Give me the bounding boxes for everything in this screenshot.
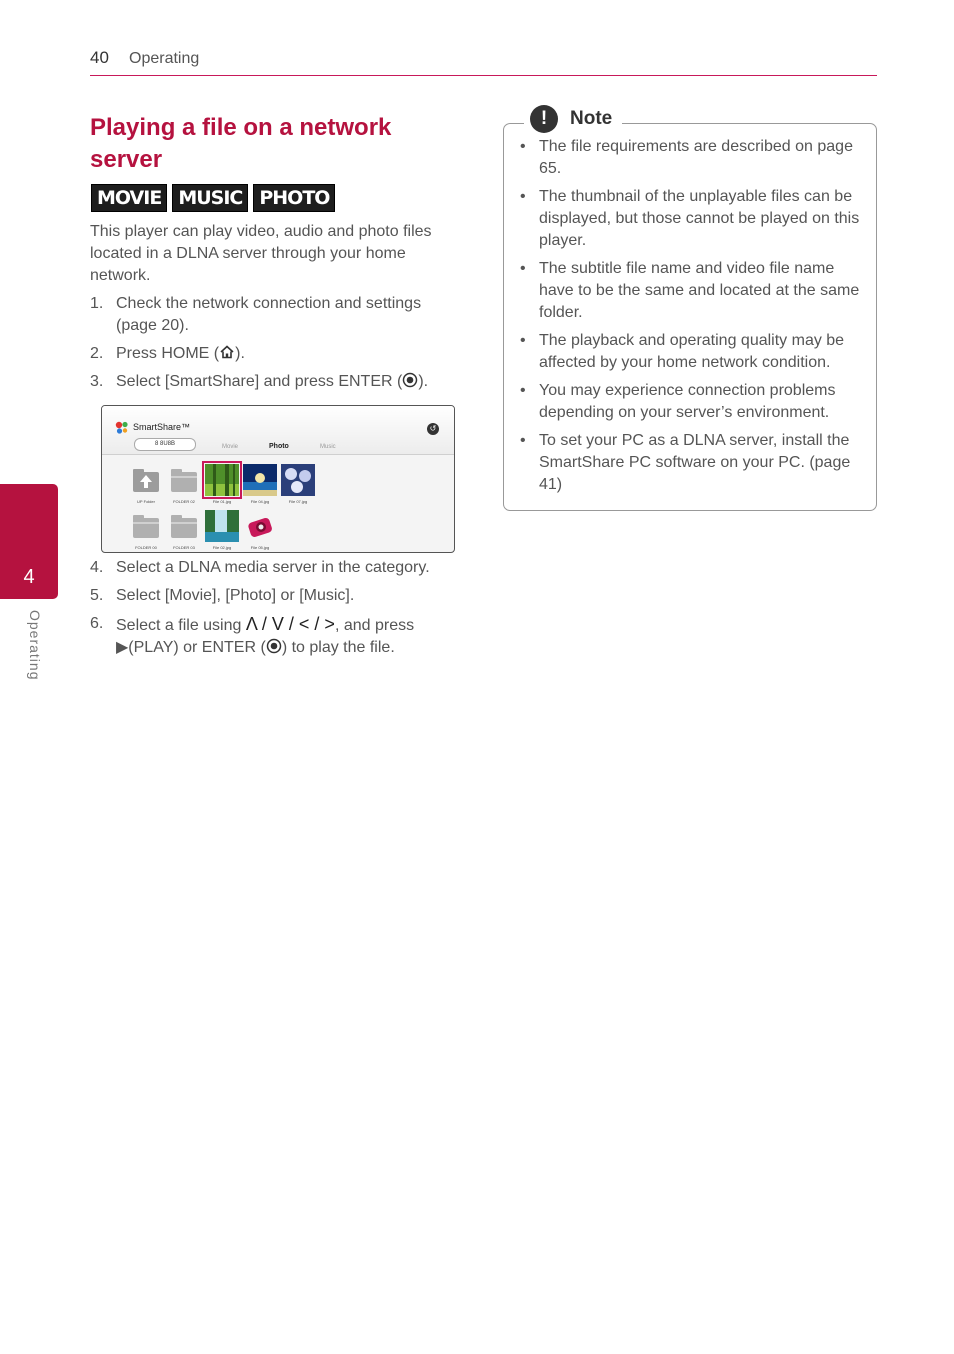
note-title: Note — [570, 108, 613, 129]
grid-item-folder[interactable]: FOLDER 00 — [129, 510, 163, 550]
back-icon[interactable]: ↺ — [427, 423, 439, 435]
step-item: 2. Press HOME ( ). — [90, 345, 245, 362]
tab-photo[interactable]: Photo — [269, 443, 289, 450]
folder-icon — [167, 464, 201, 496]
note-item: • The file requirements are described on page 65. — [517, 136, 863, 180]
section-title: Playing a file on a network server — [90, 114, 392, 173]
grid-item-photo[interactable]: File 02.jpg — [205, 510, 239, 550]
tab-movie[interactable]: Movie — [222, 444, 239, 450]
flowers-photo-thumbnail — [281, 464, 315, 496]
up-folder-icon — [129, 464, 163, 496]
note-item: • To set your PC as a DLNA server, install the SmartShare PC software on your PC. (page 41) — [517, 430, 863, 496]
grid-item-folder[interactable]: FOLDER 03 — [167, 510, 201, 550]
enter-icon — [266, 638, 282, 654]
folder-icon — [129, 510, 163, 542]
grid-item-photo[interactable]: File 05.jpg — [243, 510, 277, 550]
page-header — [90, 48, 877, 76]
smartshare-logo-icon — [114, 420, 130, 436]
folder-icon — [167, 510, 201, 542]
step-item: 1. Check the network connection and settings (page 20). — [90, 295, 422, 334]
waterfall-photo-thumbnail — [205, 510, 239, 542]
note-list — [517, 136, 863, 502]
camera-photo-thumbnail — [243, 510, 277, 542]
smartshare-screenshot — [101, 405, 455, 553]
grid-item-folder[interactable]: FOLDER 02 — [167, 464, 201, 504]
note-item: • You may experience connection problems depending on your server’s environment. — [517, 380, 863, 424]
music-badge: MUSIC — [172, 184, 248, 212]
note-item: • The thumbnail of the unplayable files can be displayed, but those cannot be played on this player. — [517, 186, 863, 252]
step-item: 3. Select [SmartShare] and press ENTER ( ). — [90, 373, 429, 390]
steps-list-bottom — [90, 557, 450, 665]
grid-item-photo[interactable]: File 01.jpg — [205, 464, 239, 504]
media-badges — [91, 184, 335, 212]
tab-music[interactable]: Music — [320, 444, 336, 450]
note-header — [524, 105, 622, 133]
movie-badge: MOVIE — [91, 184, 167, 212]
chapter-number: 4 — [23, 566, 35, 588]
steps-list-top — [90, 293, 450, 399]
server-selector[interactable]: 8 8U8B — [134, 438, 196, 451]
step-item: 4. Select a DLNA media server in the category. — [90, 559, 430, 576]
forest-photo-thumbnail — [205, 464, 239, 496]
header-section-name: Operating — [129, 50, 200, 67]
sea-photo-thumbnail — [243, 464, 277, 496]
home-icon — [219, 344, 235, 360]
exclamation-icon: ! — [530, 105, 558, 133]
grid-item-photo[interactable]: File 04.jpg — [243, 464, 277, 504]
grid-item-up-folder[interactable]: UP Folder — [129, 464, 163, 504]
step-item: 5. Select [Movie], [Photo] or [Music]. — [90, 587, 355, 604]
chapter-label: Operating — [27, 610, 43, 681]
step-item: 6. Select a file using Λ / V / < / >, and press ▶(PLAY) or ENTER ( ) to play the file. — [90, 614, 415, 656]
note-item: • The playback and operating quality may be affected by your home network condition. — [517, 330, 863, 374]
photo-badge: PHOTO — [253, 184, 335, 212]
page-number: 40 — [90, 48, 109, 67]
arrow-keys-icon: Λ / V / < / > — [245, 614, 335, 634]
smartshare-app-name: SmartShare™ — [133, 422, 191, 432]
grid-item-photo[interactable]: File 07.jpg — [281, 464, 315, 504]
intro-paragraph: This player can play video, audio and photo files located in a DLNA server through your home network. — [90, 223, 432, 284]
enter-icon — [402, 372, 418, 388]
note-item: • The subtitle file name and video file name have to be the same and located at the same folder. — [517, 258, 863, 324]
smartshare-header — [102, 406, 454, 455]
